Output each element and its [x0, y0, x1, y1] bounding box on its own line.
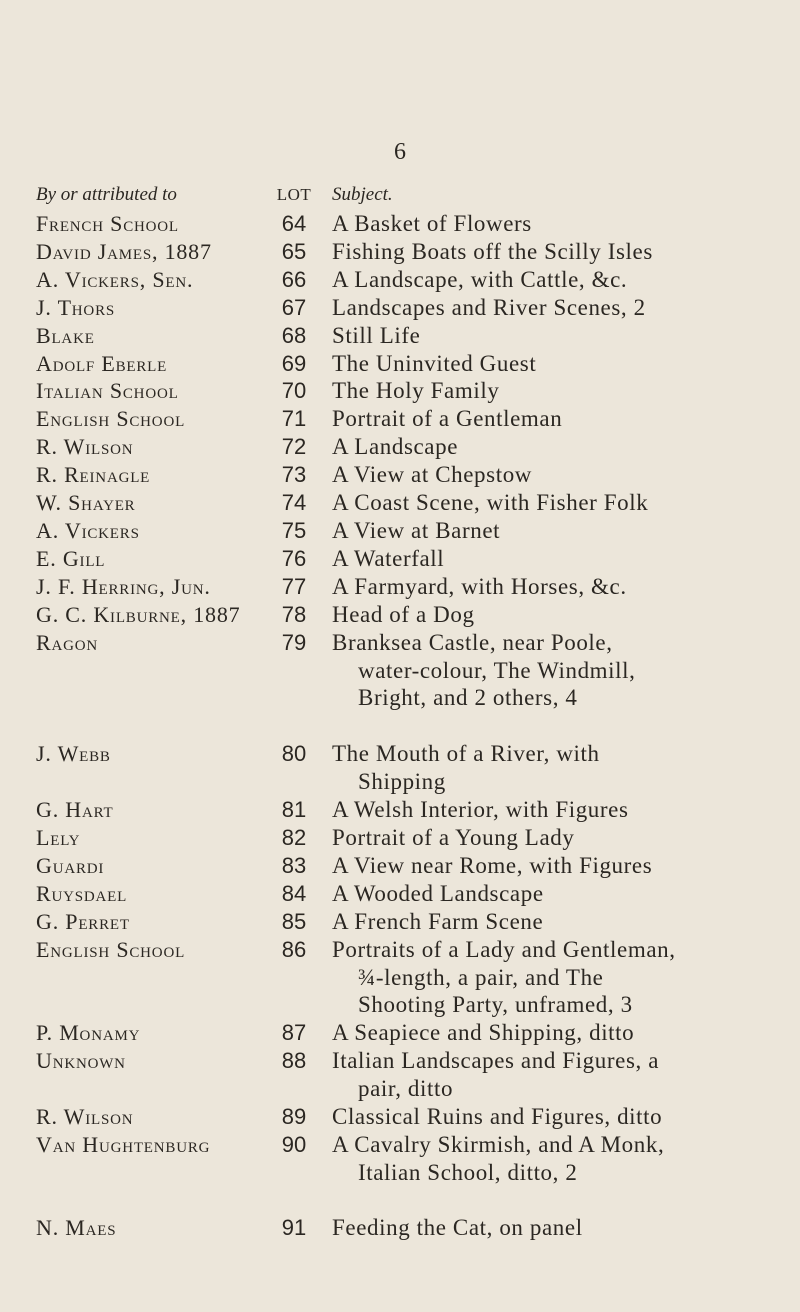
lot-number: 70	[281, 378, 307, 404]
lot-artist: David James, 1887	[36, 238, 212, 264]
lot-number: 66	[281, 266, 307, 292]
lot-number: 75	[281, 517, 307, 543]
lot-artist: English School	[36, 936, 186, 962]
lot-subject-line: The Mouth of a River, with	[332, 741, 600, 767]
lot-number: 81	[281, 797, 307, 823]
lot-number: 69	[281, 350, 307, 376]
lot-number: 74	[281, 490, 307, 516]
lot-entry	[0, 266, 800, 294]
lot-entry	[0, 1131, 800, 1187]
lot-subject-line: A Landscape	[332, 434, 459, 460]
lot-subject	[332, 573, 784, 601]
lot-entry	[0, 601, 800, 629]
lot-artist: J. Webb	[36, 741, 111, 767]
page-number: 6	[394, 139, 406, 165]
lot-subject	[332, 1103, 784, 1131]
lot-subject	[332, 489, 784, 517]
lot-artist: A. Vickers, Sen.	[36, 266, 194, 292]
lot-subject-line: A Seapiece and Shipping, ditto	[332, 1020, 635, 1046]
lot-entry	[0, 1019, 800, 1047]
lot-subject-line: A French Farm Scene	[332, 908, 544, 934]
lot-entry	[0, 377, 800, 405]
lot-entry	[0, 740, 800, 796]
lot-subject	[332, 210, 784, 238]
lot-artist: G. Perret	[36, 908, 130, 934]
lot-entry	[0, 238, 800, 266]
lot-subject-line: A Coast Scene, with Fisher Folk	[332, 490, 649, 516]
lot-artist: G. Hart	[36, 797, 114, 823]
lot-entry	[0, 322, 800, 350]
lot-subject-line: A Wooded Landscape	[332, 880, 544, 906]
lot-number: 91	[281, 1214, 307, 1240]
lot-subject-line: A View near Rome, with Figures	[332, 852, 653, 878]
lot-artist: Adolf Eberle	[36, 350, 168, 376]
lot-subject-line: ¾-length, a pair, and The	[358, 964, 604, 990]
lot-subject-line: Landscapes and River Scenes, 2	[332, 294, 646, 320]
lot-subject-line: Portraits of a Lady and Gentleman,	[332, 936, 676, 962]
lot-number: 88	[281, 1048, 307, 1074]
lot-subject	[332, 908, 784, 936]
lot-subject-line: Shooting Party, unframed, 3	[358, 992, 633, 1018]
lot-subject	[332, 266, 784, 294]
lot-subject-line: A Waterfall	[332, 545, 445, 571]
lot-artist: A. Vickers	[36, 517, 140, 543]
lot-artist: P. Monamy	[36, 1020, 141, 1046]
lot-artist: Lely	[36, 825, 81, 851]
lot-entry	[0, 517, 800, 545]
lot-entry	[0, 796, 800, 824]
lot-artist: E. Gill	[36, 545, 106, 571]
lot-entry	[0, 880, 800, 908]
lot-subject	[332, 852, 784, 880]
lot-entry	[0, 294, 800, 322]
lot-artist: G. C. Kilburne, 1887	[36, 601, 241, 627]
lot-artist: R. Wilson	[36, 434, 134, 460]
lot-number: 84	[281, 880, 307, 906]
lot-entry	[0, 1103, 800, 1131]
lot-subject-line: A Farmyard, with Horses, &c.	[332, 573, 627, 599]
lot-artist: R. Wilson	[36, 1104, 134, 1130]
lot-subject-line: water-colour, The Windmill,	[358, 657, 636, 683]
lot-number: 89	[281, 1104, 307, 1130]
lot-number: 78	[281, 601, 307, 627]
lot-subject	[332, 1131, 784, 1187]
lot-number: 82	[281, 825, 307, 851]
lot-number: 80	[281, 741, 307, 767]
lot-subject	[332, 545, 784, 573]
lot-artist: W. Shayer	[36, 490, 136, 516]
lot-number: 72	[281, 434, 307, 460]
lot-subject	[332, 377, 784, 405]
artist-column-heading: By or attributed to	[36, 184, 177, 205]
lot-artist: Guardi	[36, 852, 105, 878]
lot-subject	[332, 629, 784, 713]
lot-entry	[0, 573, 800, 601]
lot-entry	[0, 461, 800, 489]
lot-subject-line: The Uninvited Guest	[332, 350, 537, 376]
lot-subject-line: Fishing Boats off the Scilly Isles	[332, 238, 653, 264]
lot-artist: Italian School	[36, 378, 179, 404]
lot-subject	[332, 1047, 784, 1103]
lot-entry	[0, 545, 800, 573]
lot-subject-line: A Landscape, with Cattle, &c.	[332, 266, 628, 292]
lot-subject	[332, 517, 784, 545]
lot-subject-line: pair, ditto	[358, 1076, 454, 1102]
lot-number: 71	[281, 406, 307, 432]
lot-entry	[0, 405, 800, 433]
lot-number: 79	[281, 629, 307, 655]
lot-subject-line: Branksea Castle, near Poole,	[332, 629, 613, 655]
lot-subject-line: A Welsh Interior, with Figures	[332, 797, 629, 823]
lot-subject	[332, 824, 784, 852]
lot-subject-line: A Basket of Flowers	[332, 211, 532, 236]
lot-number: 85	[281, 908, 307, 934]
lot-entry	[0, 489, 800, 517]
lot-subject	[332, 350, 784, 378]
lot-artist: J. Thors	[36, 294, 116, 320]
lot-column-heading: LOT	[276, 185, 312, 204]
lot-subject	[332, 880, 784, 908]
lot-subject	[332, 740, 784, 796]
lot-artist: N. Maes	[36, 1214, 117, 1240]
lot-subject	[332, 796, 784, 824]
lot-subject-line: Portrait of a Young Lady	[332, 825, 575, 851]
lot-subject-line: Italian Landscapes and Figures, a	[332, 1048, 659, 1074]
lot-artist: R. Reinagle	[36, 462, 151, 488]
lot-subject-line: A View at Chepstow	[332, 462, 533, 488]
lot-number: 77	[281, 573, 307, 599]
lot-subject-line: Head of a Dog	[332, 601, 475, 627]
lot-artist: Ruysdael	[36, 880, 128, 906]
lot-number: 76	[281, 545, 307, 571]
lot-subject	[332, 1019, 784, 1047]
lot-subject	[332, 238, 784, 266]
lot-artist: J. F. Herring, Jun.	[36, 573, 211, 599]
lot-subject-line: Shipping	[358, 769, 446, 795]
lot-entry	[0, 824, 800, 852]
lot-artist: English School	[36, 406, 186, 432]
lot-number: 65	[281, 238, 307, 264]
lot-subject-line: The Holy Family	[332, 378, 500, 404]
lot-subject	[332, 1214, 784, 1242]
lot-subject-line: Italian School, ditto, 2	[358, 1159, 578, 1185]
lot-subject-line: Bright, and 2 others, 4	[358, 685, 578, 711]
lot-artist: Unknown	[36, 1048, 126, 1074]
lot-entry	[0, 1047, 800, 1103]
lot-entry	[0, 350, 800, 378]
lot-subject	[332, 294, 784, 322]
lot-subject	[332, 936, 784, 1020]
lot-subject	[332, 405, 784, 433]
lot-artist: Blake	[36, 322, 95, 348]
lot-entry	[0, 852, 800, 880]
column-header	[0, 183, 800, 207]
lot-subject-line: Feeding the Cat, on panel	[332, 1214, 583, 1240]
lot-number: 68	[281, 322, 307, 348]
lot-list	[0, 210, 800, 1242]
lot-subject	[332, 601, 784, 629]
lot-number: 73	[281, 462, 307, 488]
lot-entry	[0, 908, 800, 936]
lot-entry	[0, 936, 800, 1020]
lot-subject-line: Portrait of a Gentleman	[332, 406, 563, 432]
lot-number: 64	[281, 211, 307, 236]
subject-column-heading: Subject.	[332, 184, 393, 205]
lot-subject-line: Still Life	[332, 322, 421, 348]
lot-number: 67	[281, 294, 307, 320]
lot-entry	[0, 629, 800, 713]
lot-artist: French School	[36, 211, 179, 236]
lot-subject-line: Classical Ruins and Figures, ditto	[332, 1104, 663, 1130]
lot-artist: Ragon	[36, 629, 99, 655]
lot-number: 87	[281, 1020, 307, 1046]
lot-artist: Van Hughtenburg	[36, 1132, 211, 1157]
lot-entry	[0, 210, 800, 238]
lot-entry	[0, 433, 800, 461]
lot-entry	[0, 1214, 800, 1242]
lot-subject-line: A View at Barnet	[332, 517, 501, 543]
lot-number: 86	[281, 936, 307, 962]
lot-subject	[332, 433, 784, 461]
lot-subject-line: A Cavalry Skirmish, and A Monk,	[332, 1132, 665, 1157]
lot-subject	[332, 461, 784, 489]
lot-number: 83	[281, 852, 307, 878]
lot-subject	[332, 322, 784, 350]
lot-number: 90	[281, 1132, 307, 1157]
